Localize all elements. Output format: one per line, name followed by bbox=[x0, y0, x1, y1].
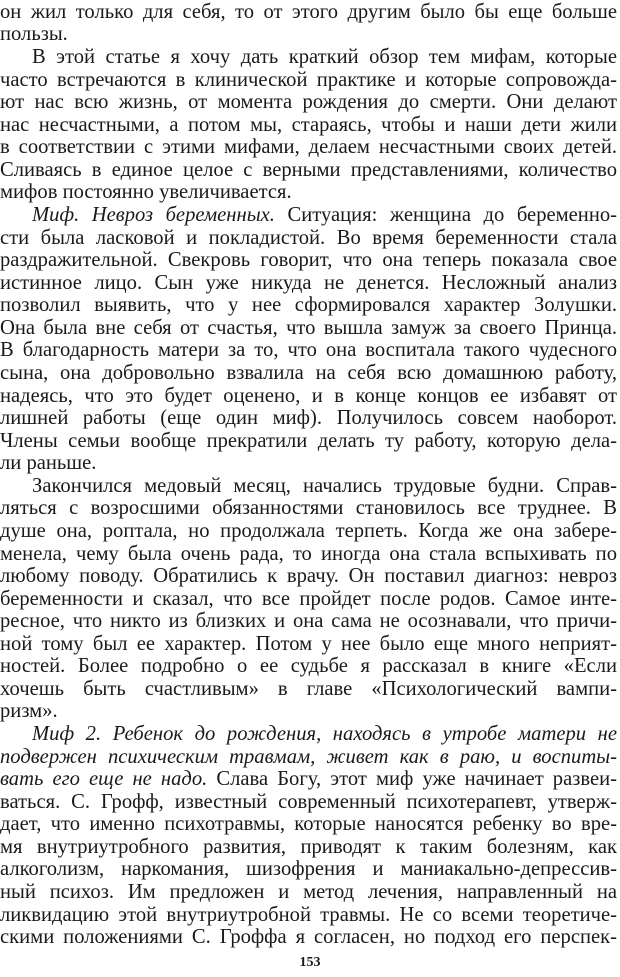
text-line: в соответствии с этими мифами, делаем несчастными своих детей. bbox=[0, 136, 617, 158]
text-line: нас несчастными, а потом мы, стараясь, чтобы и наши дети жили bbox=[0, 114, 617, 136]
text-line: Члены семьи вообще прекратили делать ту работу, которую дела- bbox=[0, 430, 617, 452]
text-line: сына, она добровольно взвалила на себя всю домашнюю работу, bbox=[0, 362, 617, 384]
text-line: лишней работы (еще один миф). Получилось совсем наоборот. bbox=[0, 407, 617, 429]
text-line: позволил выявить, что у нее сформировался характер Золушки. bbox=[0, 294, 617, 316]
text-line: мифов постоянно увеличивается. bbox=[0, 181, 292, 203]
italic-fragment: вать его еще не надо. bbox=[0, 768, 208, 790]
text-line: Миф 2. Ребенок до рождения, находясь в утробе матери не bbox=[32, 723, 617, 745]
text-line: дает, что именно психотравмы, которые наносятся ребенку во вре- bbox=[0, 813, 617, 835]
text-line: истинное лицо. Сын уже никуда не денется. Несложный анализ bbox=[0, 272, 617, 294]
text-line bbox=[0, 203, 617, 228]
text-line: ют нас всю жизнь, от момента рождения до смерти. Они делают bbox=[0, 91, 617, 113]
text-line: ваться. С. Грофф, известный современный психотерапевт, утверж- bbox=[0, 791, 617, 813]
text-line: алкоголизм, наркомания, шизофрения и маниакально-депрессив- bbox=[0, 858, 617, 880]
text-line: беременности и сказал, что все пройдет после родов. Самое инте- bbox=[0, 588, 617, 610]
text-line: ли раньше. bbox=[0, 452, 97, 474]
text-line: сти была ласковой и покладистой. Во время беременности стала bbox=[0, 227, 617, 249]
text-line: часто встречаются в клинической практике и которые сопровожда- bbox=[0, 69, 617, 91]
text-line: надеясь, что это будет оценено, и в конце концов ее избавят от bbox=[0, 385, 617, 407]
text-line: ный психоз. Им предложен и метод лечения, направленный на bbox=[0, 881, 617, 903]
text-line: раздражительной. Свекровь говорит, что она теперь показала свое bbox=[0, 249, 617, 271]
text-line: подвержен психическим травмам, живет как в раю, и воспиты- bbox=[0, 746, 617, 768]
text-line: менела, чему была очень рада, то иногда она стала вспыхивать по bbox=[0, 543, 617, 565]
text-line: душе она, роптала, но продолжала терпеть. Когда же она забере- bbox=[0, 520, 617, 542]
text-line: пользы. bbox=[0, 23, 68, 45]
text-line: любому поводу. Обратились к врачу. Он поставил диагноз: невроз bbox=[0, 565, 617, 587]
text-fragment: Ситуация: женщина до беременно- bbox=[274, 204, 617, 226]
text-line: хочешь быть счастливым» в главе «Психологический вампи- bbox=[0, 678, 617, 700]
text-line: ликвидацию этой внутриутробной травмы. Не со всеми теоретиче- bbox=[0, 904, 617, 926]
text-line: Она была вне себя от счастья, что вышла замуж за своего Принца. bbox=[0, 317, 617, 339]
text-line: он жил только для себя, то от этого другим было бы еще больше bbox=[0, 1, 617, 23]
text-line: скими положениями С. Гроффа я согласен, но подход его перспек- bbox=[0, 926, 617, 948]
text-line: ностей. Более подробно о ее судьбе я рассказал в книге «Если bbox=[0, 655, 617, 677]
italic-heading: Миф. Невроз беременных. bbox=[32, 204, 275, 226]
text-line: ризм». bbox=[0, 700, 58, 722]
text-line: Закончился медовый месяц, начались трудовые будни. Справ- bbox=[32, 475, 617, 497]
text-line bbox=[0, 767, 617, 792]
text-fragment: Слава Богу, этот миф уже начинает развеи- bbox=[207, 768, 617, 790]
text-line: ной тому был ее характер. Потом у нее было еще много неприят- bbox=[0, 633, 617, 655]
text-line: ресное, что никто из близких и она сама не осознавали, что причи- bbox=[0, 610, 617, 632]
text-line: В этой статье я хочу дать краткий обзор тем мифам, которые bbox=[32, 46, 617, 68]
page-number: 153 bbox=[299, 955, 321, 970]
text-line: мя внутриутробного развития, приводят к таким болезням, как bbox=[0, 836, 617, 858]
text-line: Сливаясь в единое целое с верными представлениями, количество bbox=[0, 159, 617, 181]
text-line: ляться с возросшими обязанностями становилось все труднее. В bbox=[0, 497, 617, 519]
text-line: В благодарность матери за то, что она воспитала такого чудесного bbox=[0, 339, 617, 361]
